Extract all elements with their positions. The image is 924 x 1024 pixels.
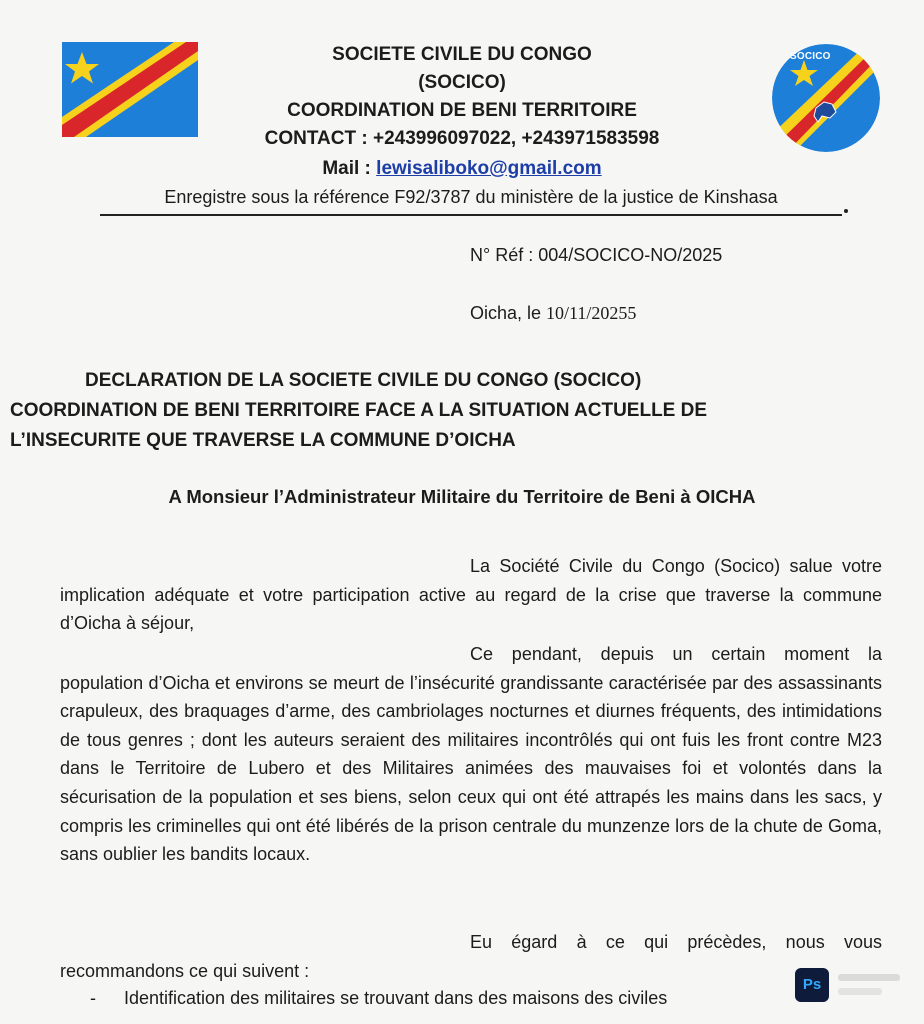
divider-dot xyxy=(844,209,848,213)
coordination-heading: COORDINATION DE BENI TERRITOIRE xyxy=(287,100,637,121)
bullet-dash: - xyxy=(90,988,96,1008)
org-name: SOCIETE CIVILE DU CONGO xyxy=(332,44,592,65)
org-acronym: (SOCICO) xyxy=(418,72,506,93)
date-value: 10/11/20255 xyxy=(546,303,637,323)
reference-number: N° Réf : 004/SOCICO-NO/2025 xyxy=(470,245,723,265)
photoshop-express-icon: Ps xyxy=(795,968,829,1002)
mail-line xyxy=(0,158,924,180)
place-date xyxy=(470,303,636,324)
watermark-blur-line xyxy=(838,974,900,981)
bullet-item: Identification des militaires se trouvant dans des maisons des civiles xyxy=(124,988,668,1008)
header-divider xyxy=(100,214,842,216)
title-line-1: DECLARATION DE LA SOCIETE CIVILE DU CONGO (SOCICO) xyxy=(85,370,642,391)
paragraph-situation: Ce pendant, depuis un certain moment la population d’Oicha et environs se meurt de l’insécurité grandissante caractérisée par des assassinants crapuleux, des braquages d’arme, des cambriolages nocturnes et diurnes fréquents, des intimidations de tous genres ; dont les auteurs seraient des militaires incontrôlés qui ont fuis les front contre M23 dans le Territoire de Lubero et des Militaires animées des mauvaises foi et volontés dans la sécurisation de la population et ses biens, selon ceux qui ont été attrapés les mains dans les sacs, y compris les criminelles qui ont été libérés de la prison centrale du munzenze lors de la chute de Goma, sans oublier les bandits locaux. xyxy=(60,644,882,865)
watermark-blur-line xyxy=(838,988,882,995)
paragraph-intro: La Société Civile du Congo (Socico) salue votre implication adéquate et votre participation active au regard de la crise que traverse la commune d’Oicha à séjour, xyxy=(60,556,882,634)
paragraph-recommendations: Eu égard à ce qui précèdes, nous vous recommandons ce qui suivent : xyxy=(60,932,882,981)
mail-link[interactable]: lewisaliboko@gmail.com xyxy=(376,158,602,179)
mail-label: Mail : xyxy=(322,158,377,179)
place-label: Oicha, le xyxy=(470,303,547,323)
title-line-3: L’INSECURITE QUE TRAVERSE LA COMMUNE D’OICHA xyxy=(10,430,516,451)
addressee-line: A Monsieur l’Administrateur Militaire du Territoire de Beni à OICHA xyxy=(168,486,756,507)
title-line-2: COORDINATION DE BENI TERRITOIRE FACE A LA SITUATION ACTUELLE DE xyxy=(10,400,708,421)
contact-line: CONTACT : +243996097022, +243971583598 xyxy=(264,128,660,149)
logo-text: SOCICO xyxy=(790,51,831,62)
registration-line: Enregistre sous la référence F92/3787 du ministère de la justice de Kinshasa xyxy=(164,187,778,207)
